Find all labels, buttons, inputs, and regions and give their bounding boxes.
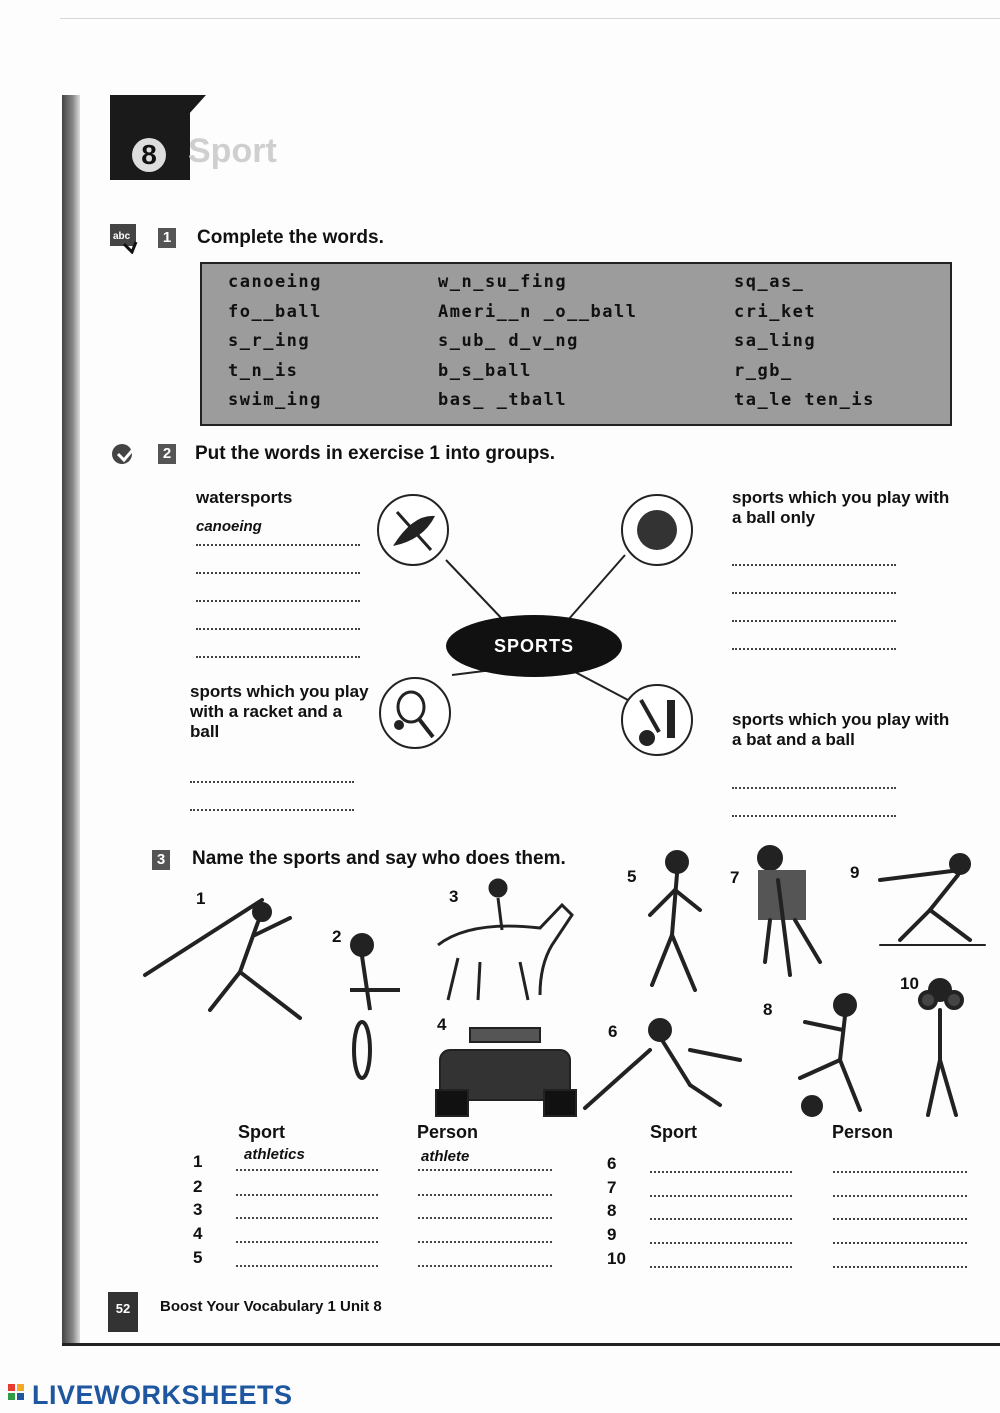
word-item[interactable]: s_ub_ d_v_ng xyxy=(438,331,579,351)
row-number: 4 xyxy=(193,1224,203,1243)
row-number: 2 xyxy=(193,1177,203,1196)
cyclist-icon xyxy=(350,935,400,1078)
figure-number: 10 xyxy=(900,974,919,993)
person-column-header: Person xyxy=(417,1122,479,1142)
person-answer[interactable]: athlete xyxy=(421,1148,470,1165)
watersports-example: canoeing xyxy=(196,518,262,535)
figure-number: 5 xyxy=(627,867,637,886)
row-number: 10 xyxy=(607,1249,626,1268)
word-item[interactable]: Ameri__n _o__ball xyxy=(438,301,638,322)
word-item[interactable]: w_n_su_fing xyxy=(438,272,568,292)
answer-line[interactable] xyxy=(418,1216,552,1219)
word-item[interactable]: bas_ _tball xyxy=(438,390,568,410)
racing-car-icon xyxy=(436,1028,576,1116)
figure-number: 3 xyxy=(449,887,459,906)
answer-line[interactable] xyxy=(833,1241,967,1244)
row-number: 3 xyxy=(193,1200,203,1219)
page-number: 52 xyxy=(108,1292,138,1332)
answer-line[interactable] xyxy=(236,1216,378,1219)
word-item[interactable]: ta_le ten_is xyxy=(734,390,875,410)
word-item[interactable]: sq_as_ xyxy=(734,272,805,292)
ice-hockey-player-icon xyxy=(758,847,820,975)
runner-icon xyxy=(650,852,700,990)
word-item[interactable]: s_r_ing xyxy=(228,331,311,351)
answer-line[interactable] xyxy=(418,1168,552,1171)
figure-number: 4 xyxy=(437,1015,447,1034)
svg-text:abc: abc xyxy=(113,231,131,242)
answer-line[interactable] xyxy=(418,1193,552,1196)
javelin-thrower-icon xyxy=(145,900,300,1018)
liveworksheets-logo[interactable]: LIVEWORKSHEETS xyxy=(32,1380,293,1410)
liveworksheets-logo-icon xyxy=(8,1384,34,1408)
exercise-2-instruction: Put the words in exercise 1 into groups. xyxy=(195,443,556,464)
sport-answer[interactable]: athletics xyxy=(244,1146,305,1163)
answer-line[interactable] xyxy=(236,1193,378,1196)
answer-line[interactable] xyxy=(833,1194,967,1197)
footer-title: Boost Your Vocabulary 1 Unit 8 xyxy=(160,1298,382,1315)
exercise-3-number: 3 xyxy=(152,850,170,870)
person-column-header: Person xyxy=(832,1122,894,1142)
footballer-icon xyxy=(800,995,860,1115)
group-watersports-label: watersports xyxy=(196,488,293,507)
word-item[interactable]: b_s_ball xyxy=(438,360,532,381)
row-number: 5 xyxy=(193,1248,203,1267)
answer-line[interactable] xyxy=(650,1170,792,1173)
row-number: 9 xyxy=(607,1225,617,1244)
answer-line[interactable] xyxy=(833,1170,967,1173)
word-item[interactable]: cri_ket xyxy=(734,301,817,322)
row-number: 7 xyxy=(607,1178,617,1197)
figure-number: 7 xyxy=(730,868,740,887)
figure-number: 8 xyxy=(763,1000,773,1019)
figure-number: 6 xyxy=(608,1022,618,1041)
group-racket-label: sports which you play with a racket and a ball xyxy=(190,682,369,741)
figure-number: 2 xyxy=(332,927,342,946)
answer-line[interactable] xyxy=(236,1264,378,1267)
answer-line[interactable] xyxy=(650,1217,792,1220)
word-item[interactable]: swim_ing xyxy=(228,390,322,410)
answer-line[interactable] xyxy=(650,1194,792,1197)
exercise-3-instruction: Name the sports and say who does them. xyxy=(192,848,566,869)
figure-number: 1 xyxy=(196,889,206,908)
exercise-2-number: 2 xyxy=(158,444,176,464)
figure-number: 9 xyxy=(850,863,860,882)
row-number: 1 xyxy=(193,1152,203,1171)
sports-hub: SPORTS xyxy=(446,615,622,677)
sport-column-header: Sport xyxy=(238,1122,285,1142)
answer-line[interactable] xyxy=(418,1264,552,1267)
answer-line[interactable] xyxy=(418,1240,552,1243)
answer-line[interactable] xyxy=(650,1265,792,1268)
exercise-1-instruction: Complete the words. xyxy=(197,227,384,248)
unit-title: Sport xyxy=(188,132,277,170)
sport-column-header: Sport xyxy=(650,1122,697,1142)
group-bat-label: sports which you play with a bat and a ball xyxy=(732,710,950,749)
word-item[interactable]: t_n_is xyxy=(228,360,299,381)
word-item[interactable]: sa_ling xyxy=(734,331,817,351)
answer-line[interactable] xyxy=(833,1217,967,1220)
row-number: 6 xyxy=(607,1154,617,1173)
word-item[interactable]: r_gb_ xyxy=(734,360,793,381)
boxer-icon xyxy=(920,980,962,1115)
exercise-1-number: 1 xyxy=(158,228,176,248)
word-item[interactable]: canoeing xyxy=(228,272,322,292)
answer-line[interactable] xyxy=(833,1265,967,1268)
answer-line[interactable] xyxy=(236,1168,378,1171)
word-item[interactable]: fo__ball xyxy=(228,301,322,322)
answer-line[interactable] xyxy=(650,1241,792,1244)
answer-line[interactable] xyxy=(236,1240,378,1243)
row-number: 8 xyxy=(607,1201,617,1220)
unit-number: 8 xyxy=(132,138,166,172)
gymnast-icon xyxy=(880,855,985,945)
group-ball-only-label: sports which you play with a ball only xyxy=(732,488,950,527)
